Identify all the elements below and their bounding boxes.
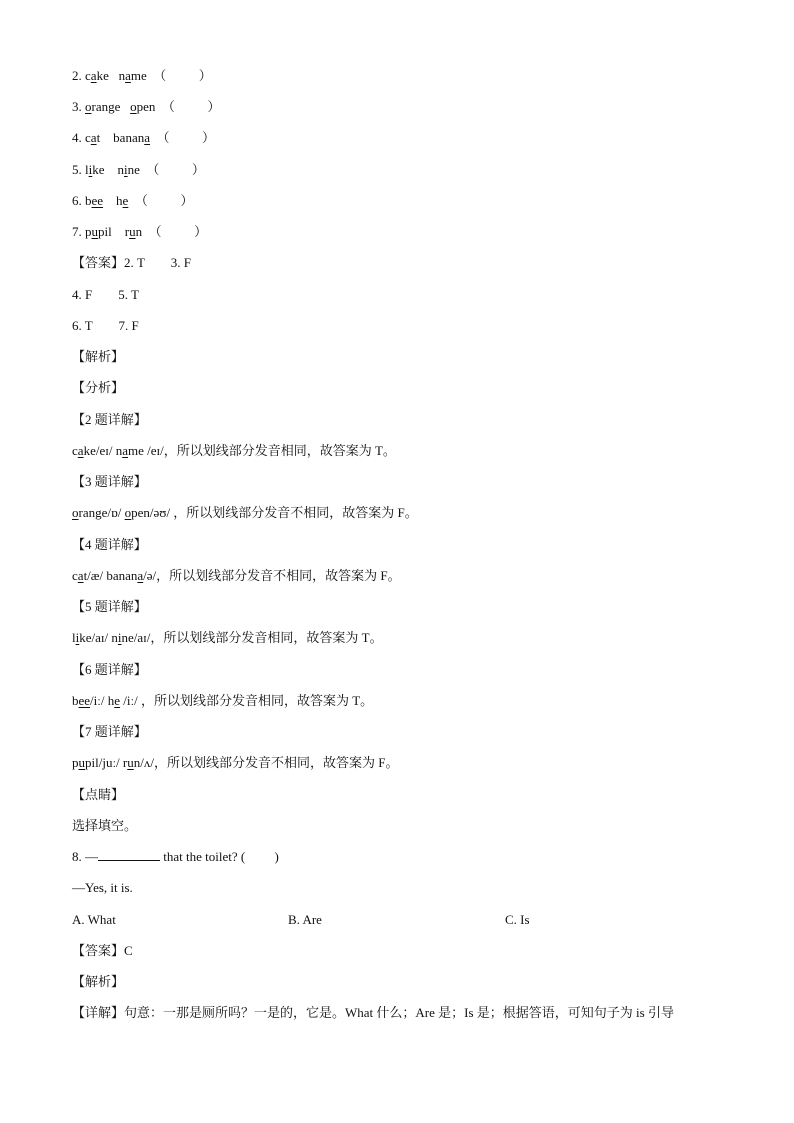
question-8-answer: 【答案】C <box>72 943 133 958</box>
detail-7-heading: 【7 题详解】 <box>72 724 147 739</box>
detail-5-text: like/aɪ/ nine/aɪ/，所以划线部分发音相同，故答案为 T。 <box>72 630 383 645</box>
question-2: 2. cake name （ ） <box>72 68 212 83</box>
detail-6-heading: 【6 题详解】 <box>72 662 147 677</box>
question-5: 5. like nine （ ） <box>72 162 205 177</box>
answer-line-1: 【答案】2. T 3. F <box>72 255 191 270</box>
detail-5-heading: 【5 题详解】 <box>72 599 147 614</box>
detail-3-heading: 【3 题详解】 <box>72 474 147 489</box>
question-8: 8. — that the toilet? ( ) <box>72 849 279 864</box>
detail-2-text: cake/eɪ/ name /eɪ/，所以划线部分发音相同，故答案为 T。 <box>72 443 396 458</box>
detail-7-text: pupil/juː/ run/ʌ/，所以划线部分发音不相同，故答案为 F。 <box>72 755 399 770</box>
detail-2-heading: 【2 题详解】 <box>72 412 147 427</box>
option-a: A. What <box>72 912 116 927</box>
question-4: 4. cat banana （ ） <box>72 130 216 145</box>
answer-line-3: 6. T 7. F <box>72 318 139 333</box>
question-3: 3. orange open （ ） <box>72 99 221 114</box>
dianjing-heading: 【点睛】 <box>72 787 125 802</box>
answer-tag: 【答案】 <box>72 255 125 270</box>
detail-4-text: cat/æ/ banana/ə/，所以划线部分发音不相同，故答案为 F。 <box>72 568 401 583</box>
fenxi-heading: 【分析】 <box>72 380 125 395</box>
detail-3-text: orange/ɒ/ open/əʊ/ ，所以划线部分发音不相同，故答案为 F。 <box>72 505 418 520</box>
dianjing-text: 选择填空。 <box>72 818 138 833</box>
option-b: B. Are <box>288 912 322 927</box>
detail-4-heading: 【4 题详解】 <box>72 537 147 552</box>
answer-line-2: 4. F 5. T <box>72 287 139 302</box>
question-8-reply: —Yes, it is. <box>72 880 133 895</box>
question-8-detail: 【详解】句意：一那是厕所吗？一是的，它是。What 什么；Are 是；Is 是；根据答语，可知句子为 is 引导 <box>72 1005 674 1020</box>
option-c: C. Is <box>505 912 530 927</box>
analysis-heading: 【解析】 <box>72 349 125 364</box>
answer-blank <box>98 848 160 861</box>
question-8-analysis-heading: 【解析】 <box>72 974 125 989</box>
detail-6-text: bee/iː/ he /iː/ ，所以划线部分发音相同，故答案为 T。 <box>72 693 374 708</box>
question-6: 6. bee he （ ） <box>72 193 194 208</box>
question-7: 7. pupil run （ ） <box>72 224 208 239</box>
